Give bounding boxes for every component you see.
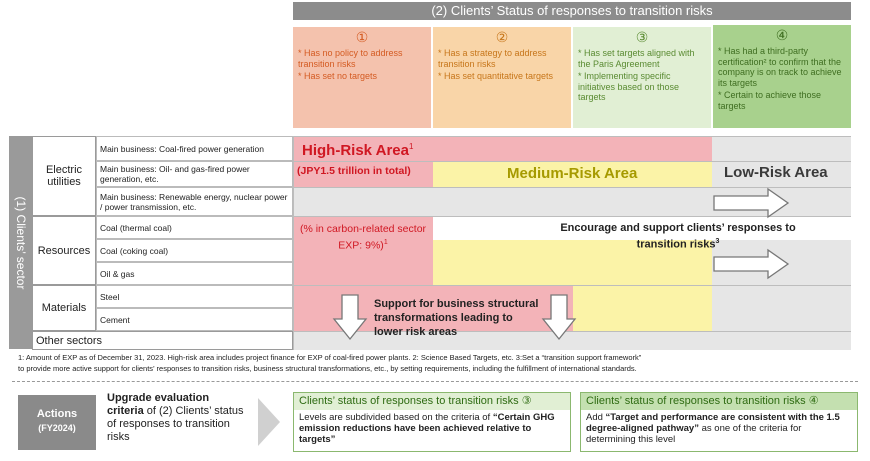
level-3-item: * Implementing specific initiatives based on those targets	[578, 71, 680, 102]
business-row: Main business: Oil- and gas-fired power generation, etc.	[96, 161, 293, 187]
level-3-number: ③	[635, 29, 649, 45]
clients-sector-sidebar	[9, 136, 32, 349]
action-box-3	[293, 392, 571, 452]
right-arrow-icon	[712, 187, 792, 219]
sidebar-label: (1) Clients’ sector	[13, 196, 28, 289]
business-row: Steel	[96, 285, 293, 308]
footnote-line: 1: Amount of EXP as of December 31, 2023. High-risk area includes project finance for EXP of coal-fired power plants. 2: Science Based Targets, etc. 3:Set a “transition support framework”	[18, 353, 642, 362]
business-row: Coal (thermal coal)	[96, 216, 293, 239]
level-2-box	[433, 27, 571, 128]
level-2-item: * Has set quantitative targets	[438, 71, 554, 81]
encourage-annotation: Encourage and support clients’ responses to transition risks$^3$	[560, 222, 796, 251]
down-arrow-icon	[332, 293, 368, 341]
level-3-item: * Has set targets aligned with the Paris Agreement	[578, 48, 695, 69]
business-row: Main business: Coal-fired power generation	[96, 136, 293, 161]
action-box-4	[580, 392, 858, 452]
level-1-box	[293, 27, 431, 128]
business-row: Oil & gas	[96, 262, 293, 285]
actions-badge	[18, 395, 96, 450]
business-row: Coal (coking coal)	[96, 239, 293, 262]
level-4-item: * Has had a third-party certification² to confirm that the company is on track to achieve its targets	[718, 46, 842, 88]
low-risk-cell	[712, 286, 851, 332]
high-risk-amount: (JPY1.5 trillion in total)	[297, 165, 411, 177]
upgrade-text: Upgrade evaluation criteria of (2) Clients’ status of responses to transition risks	[107, 392, 244, 443]
action-box-body: Add “Target and performance are consistent with the 1.5 degree-aligned pathway” as one of the criteria for determining this level	[586, 412, 840, 445]
medium-risk-label: Medium-Risk Area	[507, 165, 638, 182]
level-1-item: * Has set no targets	[298, 71, 378, 81]
grid-line	[293, 285, 851, 286]
level-1-item: * Has no policy to address transition risks	[298, 48, 403, 69]
chevron-right-icon	[258, 398, 280, 446]
medium-risk-cell	[573, 286, 712, 332]
support-annotation: Support for business structural transformations leading to lower risk areas	[374, 298, 539, 338]
action-box-body: Levels are subdivided based on the criteria of “Certain GHG emission reductions have been achieved relative to targets”	[299, 412, 555, 445]
actions-year: (FY2024)	[38, 423, 76, 433]
level-3-box	[573, 27, 711, 128]
business-row: Main business: Renewable energy, nuclear power / power transmission, etc.	[96, 187, 293, 216]
sector-materials: Materials	[32, 285, 96, 331]
action-box-title: Clients’ status of responses to transition risks ④	[581, 393, 857, 410]
business-row: Cement	[96, 308, 293, 331]
footnote-line: to provide more active support for clients’ responses to transition risks, business structural transformations, etc., by setting requirements, including the fulfillment of international standards.	[18, 364, 637, 373]
divider	[12, 381, 858, 382]
high-risk-label: High-Risk Area$^1$	[302, 142, 414, 159]
actions-label: Actions	[36, 408, 78, 420]
level-2-number: ②	[495, 29, 509, 45]
grid-line	[293, 161, 851, 162]
sector-other: Other sectors	[32, 331, 293, 350]
sector-resources: Resources	[32, 216, 96, 285]
down-arrow-icon	[541, 293, 577, 341]
level-4-number: ④	[775, 27, 789, 43]
status-header: (2) Clients’ Status of responses to transition risks	[293, 2, 851, 20]
level-2-item: * Has a strategy to address transition risks	[438, 48, 547, 69]
high-risk-share: (% in carbon-related sector EXP: 9%)$^1$	[299, 223, 427, 252]
level-4-item: * Certain to achieve those targets	[718, 90, 822, 111]
low-risk-label: Low-Risk Area	[724, 164, 828, 181]
level-4-box	[713, 25, 851, 128]
level-1-number: ①	[355, 29, 369, 45]
action-box-title: Clients’ status of responses to transition risks ③	[294, 393, 570, 410]
sector-electric-utilities: Electric utilities	[32, 136, 96, 216]
right-arrow-icon	[712, 248, 792, 280]
